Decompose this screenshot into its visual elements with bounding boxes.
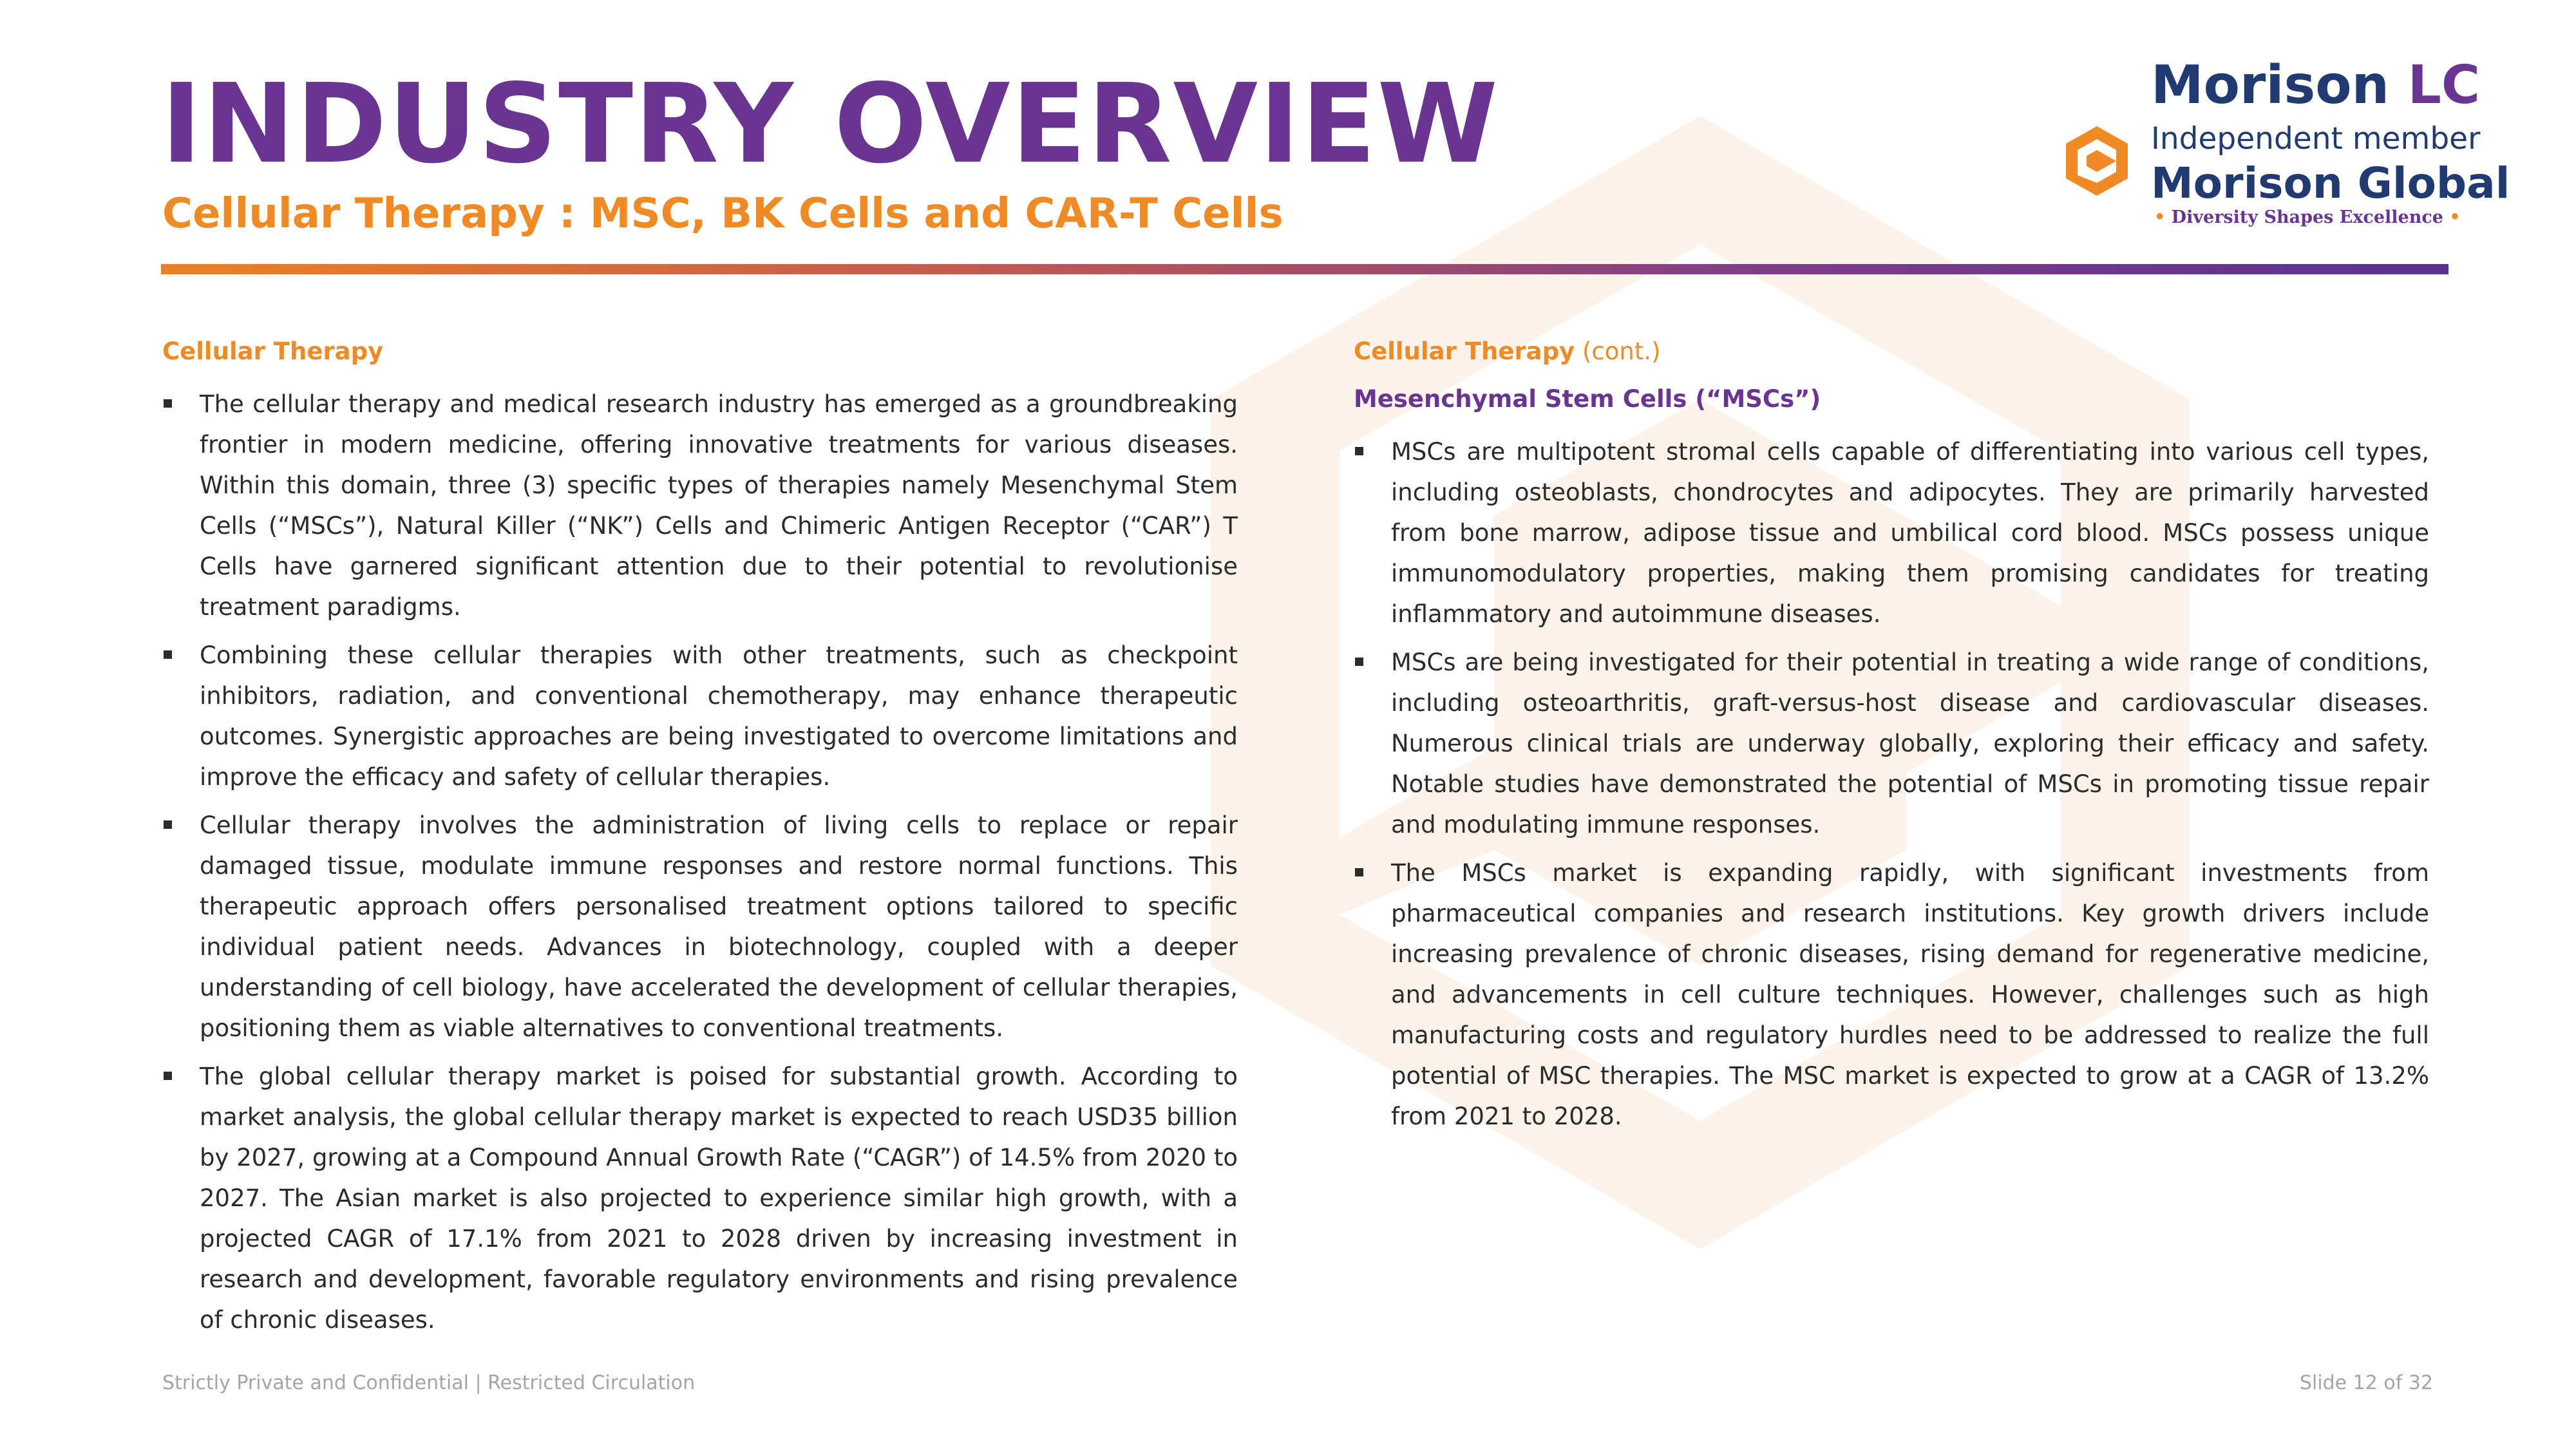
morison-hexagon-logo-icon <box>2061 125 2133 197</box>
list-item: The cellular therapy and medical research industry has emerged as a groundbreaking frontier in modern medicine, offering innovative treatments for various diseases. Within this domain, three (3) specific types of therapies namely Mesenchymal Stem Cells (“MSCs”), Natural Killer (“NK”) Cells and Chimeric Antigen Receptor (“CAR”) T Cells have garnered significant attention due to their potential to revolutionise treatment paradigms. <box>162 384 1238 627</box>
page-subtitle: Cellular Therapy : MSC, BK Cells and CAR-T Cells <box>162 190 1283 238</box>
slide-number: Slide 12 of 32 <box>2299 1372 2433 1394</box>
list-item: Cellular therapy involves the administration of living cells to replace or repair damaged tissue, modulate immune responses and restore normal functions. This therapeutic approach offers personalised treatment options tailored to specific individual patient needs. Advances in biotechnology, coupled with a deeper understanding of cell biology, have accelerated the development of cellular therapies, positioning them as viable alternatives to conventional treatments. <box>162 805 1238 1048</box>
left-column <box>162 336 1238 1348</box>
left-section-heading: Cellular Therapy <box>162 337 384 365</box>
page-title: INDUSTRY OVERVIEW <box>161 61 1499 188</box>
confidentiality-footer: Strictly Private and Confidential | Restricted Circulation <box>162 1372 696 1394</box>
list-item: MSCs are multipotent stromal cells capable of differentiating into various cell types, including osteoblasts, chondrocytes and adipocytes. They are primarily harvested from bone marrow, adipose tissue and umbilical cord blood. MSCs possess unique immunomodulatory properties, making them promising candidates for treating inflammatory and autoimmune diseases. <box>1354 431 2429 634</box>
right-bullet-list <box>1354 431 2429 1137</box>
right-column <box>1354 336 2429 1144</box>
list-item: MSCs are being investigated for their potential in treating a wide range of conditions, including osteoarthritis, graft-versus-host disease and cardiovascular diseases. Numerous clinical trials are underway globally, exploring their efficacy and safety. Notable studies have demonstrated the potential of MSCs in promoting tissue repair and modulating immune responses. <box>1354 642 2429 845</box>
morison-logo <box>2061 55 2510 233</box>
right-section-heading: Cellular Therapy (cont.) <box>1354 337 1661 365</box>
left-bullet-list <box>162 384 1238 1340</box>
logo-morison-lc: Morison LC <box>2151 55 2480 116</box>
list-item: The MSCs market is expanding rapidly, with significant investments from pharmaceutical companies and research institutions. Key growth drivers include increasing prevalence of chronic diseases, rising demand for regenerative medicine, and advancements in cell culture techniques. However, challenges such as high manufacturing costs and regulatory hurdles need to be addressed to realize the full potential of MSC therapies. The MSC market is expected to grow at a CAGR of 13.2% from 2021 to 2028. <box>1354 853 2429 1137</box>
logo-morison-global: Morison Global <box>2151 158 2510 208</box>
logo-independent-member: Independent member <box>2151 121 2481 156</box>
header-gradient-rule <box>161 264 2448 274</box>
list-item: The global cellular therapy market is poised for substantial growth. According to market analysis, the global cellular therapy market is expected to reach USD35 billion by 2027, growing at a Compound Annual Growth Rate (“CAGR”) of 14.5% from 2020 to 2027. The Asian market is also projected to experience similar high growth, with a projected CAGR of 17.1% from 2021 to 2028 driven by increasing investment in research and development, favorable regulatory environments and rising prevalence of chronic diseases. <box>162 1056 1238 1340</box>
list-item: Combining these cellular therapies with other treatments, such as checkpoint inhibitors, radiation, and conventional chemotherapy, may enhance therapeutic outcomes. Synergistic approaches are being investigated to overcome limitations and improve the efficacy and safety of cellular therapies. <box>162 635 1238 797</box>
msc-subheading: Mesenchymal Stem Cells (“MSCs”) <box>1354 385 1821 413</box>
logo-tagline: • Diversity Shapes Excellence • <box>2154 207 2461 227</box>
